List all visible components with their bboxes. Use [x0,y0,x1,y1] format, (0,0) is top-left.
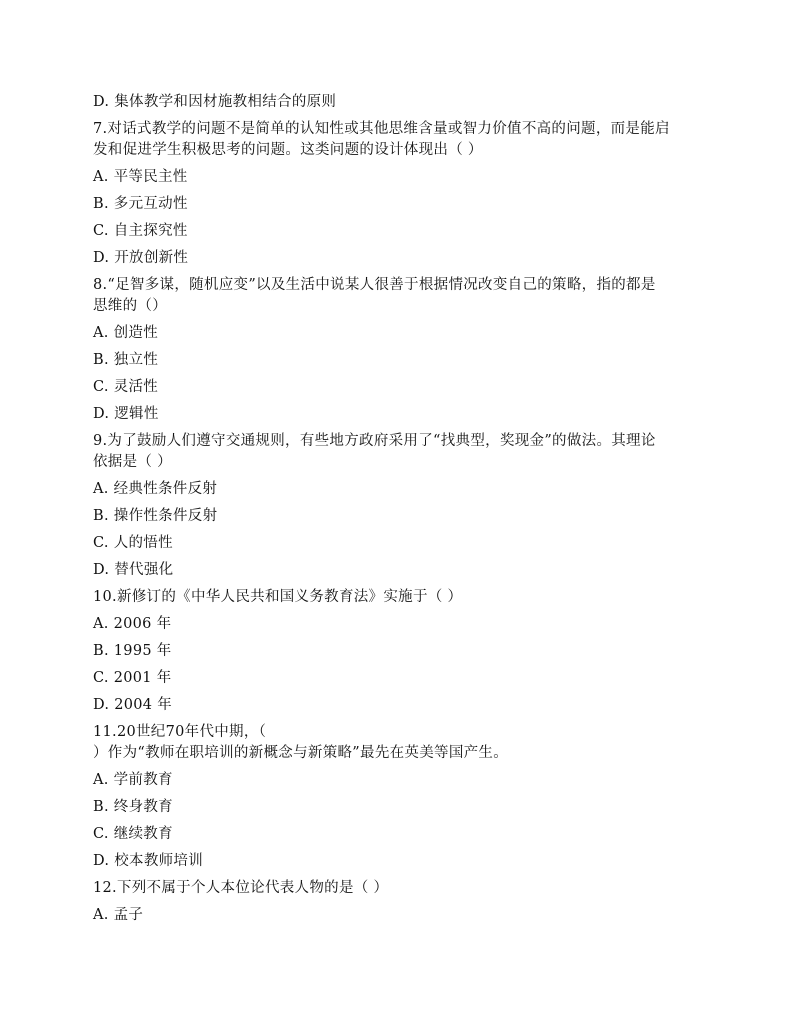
question-item [93,431,708,473]
question-text-line: 依据是（ ） [93,454,172,470]
option-item [93,668,708,689]
question-item [93,722,708,764]
option-item [93,695,708,716]
question-text-line: 发和促进学生积极思考的问题。这类问题的设计体现出（ ） [93,142,483,158]
question-item [93,275,708,317]
option-text: D. 替代强化 [93,562,174,578]
option-text: B. 1995 年 [93,643,172,659]
option-text: A. 孟子 [93,907,144,923]
option-text: A. 经典性条件反射 [93,481,218,497]
option-text: D. 开放创新性 [93,250,189,266]
option-item [93,404,708,425]
option-text: D. 校本教师培训 [93,853,204,869]
option-text: C. 灵活性 [93,379,159,395]
option-text: D. 逻辑性 [93,406,159,422]
question-text-line: 12.下列不属于个人本位论代表人物的是（ ） [93,880,389,896]
option-text: C. 自主探究性 [93,223,188,239]
question-text-line: 8.“足智多谋，随机应变”以及生活中说某人很善于根据情况改变自己的策略，指的都是 [93,277,656,293]
option-item [93,221,708,242]
question-text-line: ）作为“教师在职培训的新概念与新策略”最先在英美等国产生。 [93,745,509,761]
option-item [93,350,708,371]
option-text: A. 学前教育 [93,772,173,788]
option-text: C. 2001 年 [93,670,172,686]
option-item [93,560,708,581]
option-item [93,905,708,926]
question-content [93,92,708,926]
option-item [93,533,708,554]
option-item [93,194,708,215]
question-item [93,878,708,899]
option-text: B. 操作性条件反射 [93,508,218,524]
option-item [93,506,708,527]
option-item [93,167,708,188]
option-item [93,851,708,872]
question-item [93,587,708,608]
option-item [93,323,708,344]
option-text: B. 独立性 [93,352,159,368]
question-item [93,119,708,161]
question-text-line: 10.新修订的《中华人民共和国义务教育法》实施于（ ） [93,589,463,605]
option-item [93,614,708,635]
option-item [93,248,708,269]
option-text: B. 多元互动性 [93,196,188,212]
option-text: C. 继续教育 [93,826,173,842]
option-item [93,770,708,791]
option-item [93,92,708,113]
question-text-line: 7.对话式教学的问题不是简单的认知性或其他思维含量或智力价值不高的问题，而是能启 [93,121,670,137]
question-text-line: 9.为了鼓励人们遵守交通规则，有些地方政府采用了“找典型，奖现金”的做法。其理论 [93,433,656,449]
option-item [93,824,708,845]
option-item [93,797,708,818]
option-item [93,641,708,662]
option-text: A. 2006 年 [93,616,172,632]
option-item [93,377,708,398]
question-text-line: 思维的（） [93,298,167,314]
option-text: D. 2004 年 [93,697,173,713]
option-item [93,479,708,500]
option-text: A. 平等民主性 [93,169,188,185]
option-text: C. 人的悟性 [93,535,173,551]
question-text-line: 11.20世纪70年代中期，（ [93,724,267,740]
option-text: A. 创造性 [93,325,158,341]
option-text: B. 终身教育 [93,799,173,815]
option-text: D. 集体教学和因材施教相结合的原则 [93,94,337,110]
